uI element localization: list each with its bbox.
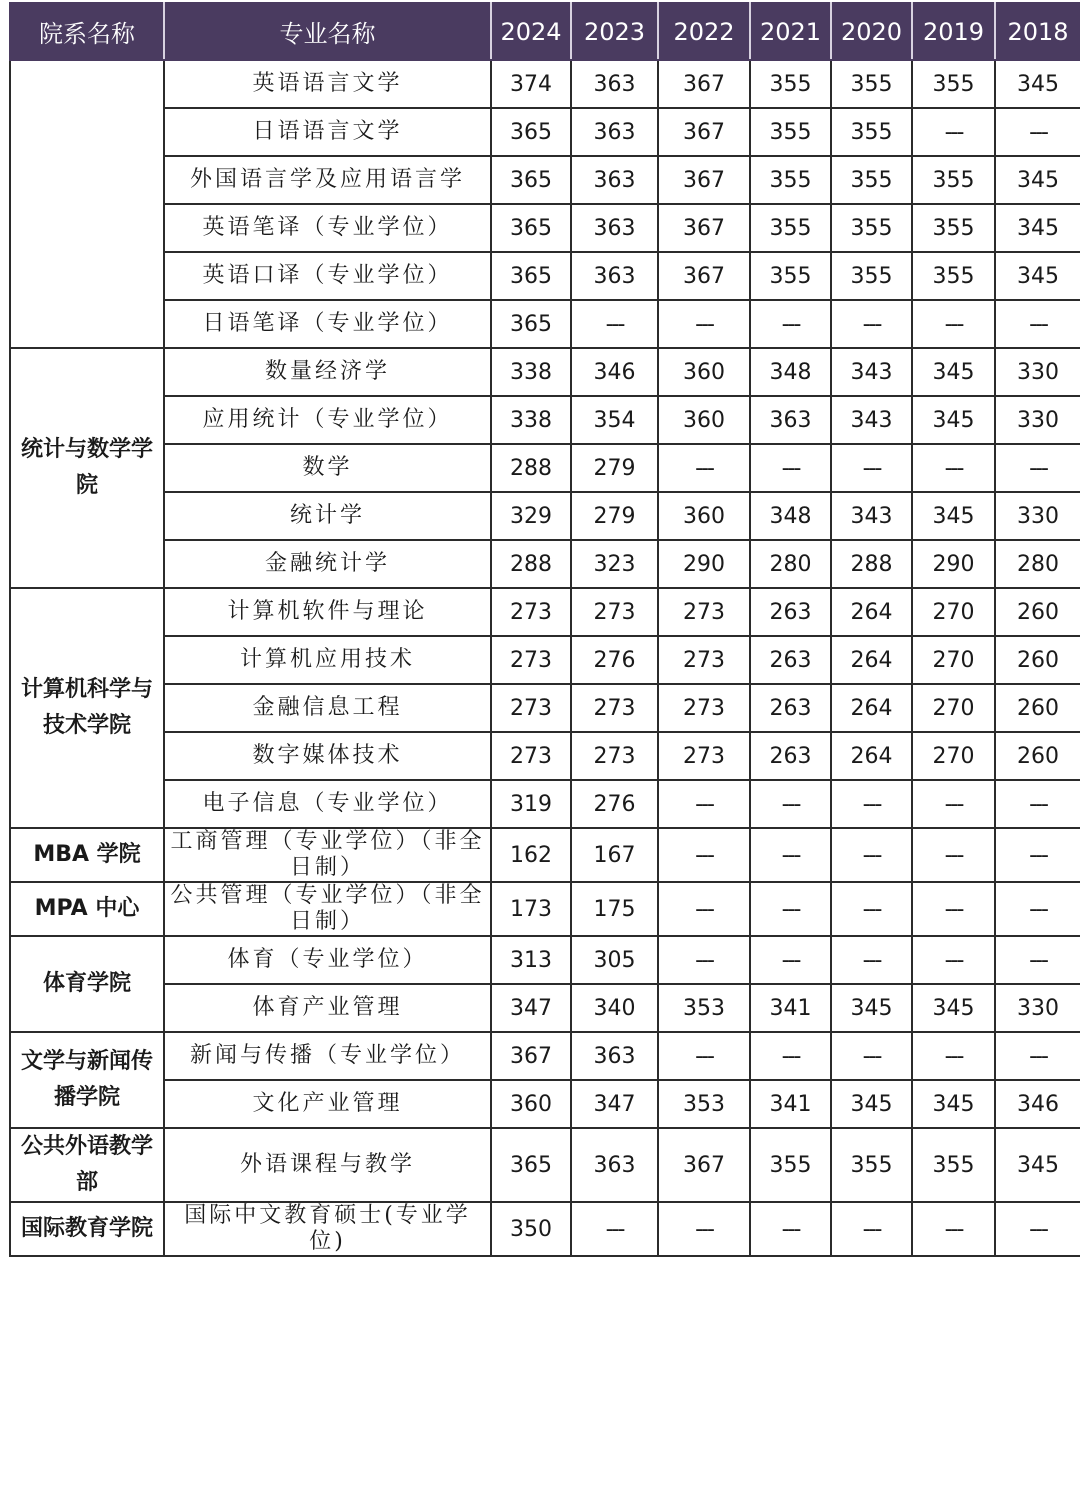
score-cell: 354 bbox=[571, 396, 658, 444]
score-cell: 345 bbox=[995, 1128, 1080, 1202]
score-cell: 319 bbox=[491, 780, 571, 828]
score-cell: --- bbox=[658, 780, 750, 828]
major-cell: 统计学 bbox=[164, 492, 491, 540]
score-cell: 270 bbox=[912, 684, 995, 732]
score-cell: 355 bbox=[912, 60, 995, 108]
score-cell: 273 bbox=[571, 732, 658, 780]
score-cell: 313 bbox=[491, 936, 571, 984]
score-cell: 345 bbox=[995, 60, 1080, 108]
score-cell: 355 bbox=[831, 156, 912, 204]
score-cell: 365 bbox=[491, 156, 571, 204]
score-cell: 330 bbox=[995, 348, 1080, 396]
major-cell: 英语语言文学 bbox=[164, 60, 491, 108]
major-cell: 数字媒体技术 bbox=[164, 732, 491, 780]
score-cell: --- bbox=[995, 1032, 1080, 1080]
header-row bbox=[10, 3, 1080, 60]
score-cell: 270 bbox=[912, 732, 995, 780]
dept-cell bbox=[10, 60, 164, 348]
score-cell: --- bbox=[750, 444, 831, 492]
table-row bbox=[10, 1032, 1080, 1080]
major-cell: 工商管理（专业学位）（非全日制） bbox=[164, 828, 491, 882]
score-cell: 367 bbox=[658, 60, 750, 108]
score-cell: 365 bbox=[491, 1128, 571, 1202]
score-cell: 363 bbox=[571, 1128, 658, 1202]
table-row bbox=[10, 540, 1080, 588]
major-cell: 外国语言学及应用语言学 bbox=[164, 156, 491, 204]
score-cell: 355 bbox=[831, 204, 912, 252]
table-row bbox=[10, 732, 1080, 780]
score-cell: 355 bbox=[831, 60, 912, 108]
score-cell: --- bbox=[995, 300, 1080, 348]
score-cell: 360 bbox=[658, 492, 750, 540]
table-row bbox=[10, 300, 1080, 348]
score-cell: 264 bbox=[831, 684, 912, 732]
header-major: 专业名称 bbox=[164, 3, 491, 60]
score-cell: --- bbox=[658, 444, 750, 492]
header-year: 2020 bbox=[831, 3, 912, 60]
score-cell: --- bbox=[912, 882, 995, 936]
score-cell: 273 bbox=[491, 732, 571, 780]
score-cell: 355 bbox=[750, 156, 831, 204]
major-cell: 新闻与传播（专业学位） bbox=[164, 1032, 491, 1080]
major-cell: 公共管理（专业学位）（非全日制） bbox=[164, 882, 491, 936]
score-cell: 341 bbox=[750, 1080, 831, 1128]
score-cell: 279 bbox=[571, 492, 658, 540]
score-cell: 273 bbox=[491, 684, 571, 732]
score-cell: 360 bbox=[491, 1080, 571, 1128]
score-cell: 345 bbox=[831, 984, 912, 1032]
score-cell: 288 bbox=[491, 540, 571, 588]
score-cell: --- bbox=[571, 300, 658, 348]
score-cell: 263 bbox=[750, 588, 831, 636]
table-row bbox=[10, 1202, 1080, 1256]
score-cell: --- bbox=[831, 1202, 912, 1256]
score-cell: 355 bbox=[912, 1128, 995, 1202]
score-cell: --- bbox=[658, 882, 750, 936]
table-row bbox=[10, 492, 1080, 540]
score-cell: --- bbox=[658, 1032, 750, 1080]
score-cell: 345 bbox=[912, 984, 995, 1032]
score-cell: 367 bbox=[658, 204, 750, 252]
dept-cell: 国际教育学院 bbox=[10, 1202, 164, 1256]
major-cell: 文化产业管理 bbox=[164, 1080, 491, 1128]
table-row bbox=[10, 1128, 1080, 1202]
score-cell: --- bbox=[750, 300, 831, 348]
score-cell: --- bbox=[912, 1202, 995, 1256]
score-cell: 273 bbox=[571, 684, 658, 732]
table-row bbox=[10, 444, 1080, 492]
major-cell: 数量经济学 bbox=[164, 348, 491, 396]
score-cell: --- bbox=[831, 828, 912, 882]
score-cell: 345 bbox=[995, 204, 1080, 252]
major-cell: 计算机应用技术 bbox=[164, 636, 491, 684]
score-cell: 360 bbox=[658, 396, 750, 444]
table-row bbox=[10, 636, 1080, 684]
header-dept: 院系名称 bbox=[10, 3, 164, 60]
score-cell: 350 bbox=[491, 1202, 571, 1256]
score-cell: 355 bbox=[831, 252, 912, 300]
score-cell: 260 bbox=[995, 588, 1080, 636]
table-row bbox=[10, 252, 1080, 300]
score-cell: 346 bbox=[571, 348, 658, 396]
score-cell: 355 bbox=[750, 204, 831, 252]
score-cell: 167 bbox=[571, 828, 658, 882]
major-cell: 英语口译（专业学位） bbox=[164, 252, 491, 300]
score-cell: 347 bbox=[491, 984, 571, 1032]
header-year: 2023 bbox=[571, 3, 658, 60]
score-cell: --- bbox=[995, 882, 1080, 936]
score-cell: 173 bbox=[491, 882, 571, 936]
score-cell: 345 bbox=[912, 348, 995, 396]
score-cell: 330 bbox=[995, 396, 1080, 444]
table-row bbox=[10, 108, 1080, 156]
score-cell: 264 bbox=[831, 636, 912, 684]
score-cell: --- bbox=[750, 1202, 831, 1256]
score-cell: --- bbox=[912, 828, 995, 882]
score-cell: 273 bbox=[658, 588, 750, 636]
table-row bbox=[10, 882, 1080, 936]
score-cell: 355 bbox=[912, 204, 995, 252]
dept-cell: 计算机科学与技术学院 bbox=[10, 588, 164, 828]
major-cell: 电子信息（专业学位） bbox=[164, 780, 491, 828]
major-cell: 应用统计（专业学位） bbox=[164, 396, 491, 444]
score-cell: 343 bbox=[831, 492, 912, 540]
score-cell: 276 bbox=[571, 780, 658, 828]
score-cell: 363 bbox=[571, 1032, 658, 1080]
score-cell: 260 bbox=[995, 684, 1080, 732]
score-cell: --- bbox=[658, 936, 750, 984]
score-cell: 355 bbox=[750, 108, 831, 156]
score-cell: 260 bbox=[995, 636, 1080, 684]
score-cell: 363 bbox=[571, 108, 658, 156]
table-row bbox=[10, 780, 1080, 828]
score-cell: 346 bbox=[995, 1080, 1080, 1128]
score-cell: 280 bbox=[750, 540, 831, 588]
score-cell: --- bbox=[831, 882, 912, 936]
dept-cell: MPA 中心 bbox=[10, 882, 164, 936]
header-year: 2019 bbox=[912, 3, 995, 60]
score-cell: 363 bbox=[571, 204, 658, 252]
score-cell: 270 bbox=[912, 636, 995, 684]
score-cell: 288 bbox=[831, 540, 912, 588]
table-row bbox=[10, 156, 1080, 204]
score-cell: --- bbox=[658, 1202, 750, 1256]
major-cell: 日语笔译（专业学位） bbox=[164, 300, 491, 348]
score-cell: --- bbox=[912, 1032, 995, 1080]
score-cell: 348 bbox=[750, 348, 831, 396]
score-cell: --- bbox=[995, 444, 1080, 492]
score-cell: 365 bbox=[491, 204, 571, 252]
score-cell: 343 bbox=[831, 396, 912, 444]
score-cell: 270 bbox=[912, 588, 995, 636]
score-cell: 338 bbox=[491, 396, 571, 444]
table-row bbox=[10, 60, 1080, 108]
score-cell: 290 bbox=[912, 540, 995, 588]
score-cell: 367 bbox=[658, 156, 750, 204]
table-row bbox=[10, 204, 1080, 252]
score-cell: 264 bbox=[831, 732, 912, 780]
table-row bbox=[10, 588, 1080, 636]
score-cell: --- bbox=[831, 780, 912, 828]
score-cell: 347 bbox=[571, 1080, 658, 1128]
major-cell: 体育（专业学位） bbox=[164, 936, 491, 984]
score-cell: 345 bbox=[831, 1080, 912, 1128]
score-cell: 323 bbox=[571, 540, 658, 588]
score-cell: --- bbox=[750, 882, 831, 936]
header-year: 2018 bbox=[995, 3, 1080, 60]
table-row bbox=[10, 1080, 1080, 1128]
score-cell: --- bbox=[995, 1202, 1080, 1256]
table-row bbox=[10, 684, 1080, 732]
score-cell: 365 bbox=[491, 108, 571, 156]
major-cell: 金融信息工程 bbox=[164, 684, 491, 732]
score-cell: --- bbox=[831, 1032, 912, 1080]
major-cell: 数学 bbox=[164, 444, 491, 492]
score-cell: --- bbox=[912, 108, 995, 156]
dept-cell: 公共外语教学部 bbox=[10, 1128, 164, 1202]
score-cell: 263 bbox=[750, 684, 831, 732]
table-row bbox=[10, 828, 1080, 882]
score-cell: --- bbox=[750, 780, 831, 828]
score-cell: 263 bbox=[750, 636, 831, 684]
score-cell: 279 bbox=[571, 444, 658, 492]
score-cell: 273 bbox=[491, 636, 571, 684]
score-cell: --- bbox=[912, 444, 995, 492]
score-cell: --- bbox=[658, 828, 750, 882]
score-cell: 345 bbox=[912, 396, 995, 444]
score-cell: 338 bbox=[491, 348, 571, 396]
score-cell: 367 bbox=[658, 1128, 750, 1202]
score-cell: 355 bbox=[750, 60, 831, 108]
score-cell: --- bbox=[995, 936, 1080, 984]
score-cell: 365 bbox=[491, 300, 571, 348]
score-cell: 276 bbox=[571, 636, 658, 684]
score-cell: 273 bbox=[658, 636, 750, 684]
table-row bbox=[10, 984, 1080, 1032]
table-body bbox=[10, 60, 1080, 1256]
score-cell: 367 bbox=[658, 252, 750, 300]
score-cell: --- bbox=[912, 780, 995, 828]
score-cell: 175 bbox=[571, 882, 658, 936]
score-cell: 363 bbox=[571, 252, 658, 300]
major-cell: 日语语言文学 bbox=[164, 108, 491, 156]
score-cell: 273 bbox=[658, 732, 750, 780]
score-table bbox=[9, 2, 1080, 1257]
score-cell: 288 bbox=[491, 444, 571, 492]
score-cell: 363 bbox=[750, 396, 831, 444]
score-cell: 360 bbox=[658, 348, 750, 396]
score-cell: 345 bbox=[995, 252, 1080, 300]
score-cell: 353 bbox=[658, 1080, 750, 1128]
score-cell: 355 bbox=[750, 1128, 831, 1202]
table-row bbox=[10, 396, 1080, 444]
score-cell: 264 bbox=[831, 588, 912, 636]
score-cell: 345 bbox=[995, 156, 1080, 204]
table-row bbox=[10, 348, 1080, 396]
score-cell: 355 bbox=[750, 252, 831, 300]
score-cell: 355 bbox=[912, 156, 995, 204]
score-cell: 330 bbox=[995, 984, 1080, 1032]
score-cell: 345 bbox=[912, 492, 995, 540]
major-cell: 体育产业管理 bbox=[164, 984, 491, 1032]
score-cell: --- bbox=[995, 780, 1080, 828]
score-cell: 355 bbox=[912, 252, 995, 300]
dept-cell: 体育学院 bbox=[10, 936, 164, 1032]
score-cell: --- bbox=[658, 300, 750, 348]
score-cell: 260 bbox=[995, 732, 1080, 780]
score-cell: 273 bbox=[658, 684, 750, 732]
score-cell: 374 bbox=[491, 60, 571, 108]
score-cell: --- bbox=[571, 1202, 658, 1256]
score-cell: --- bbox=[912, 936, 995, 984]
score-cell: --- bbox=[831, 300, 912, 348]
major-cell: 计算机软件与理论 bbox=[164, 588, 491, 636]
score-cell: 345 bbox=[912, 1080, 995, 1128]
table-row bbox=[10, 936, 1080, 984]
major-cell: 金融统计学 bbox=[164, 540, 491, 588]
score-cell: 273 bbox=[491, 588, 571, 636]
score-cell: 263 bbox=[750, 732, 831, 780]
score-cell: --- bbox=[831, 936, 912, 984]
score-cell: --- bbox=[831, 444, 912, 492]
dept-cell: 统计与数学学院 bbox=[10, 348, 164, 588]
header-year: 2024 bbox=[491, 3, 571, 60]
header-year: 2022 bbox=[658, 3, 750, 60]
score-cell: 162 bbox=[491, 828, 571, 882]
score-cell: 343 bbox=[831, 348, 912, 396]
score-cell: --- bbox=[750, 936, 831, 984]
score-cell: 355 bbox=[831, 108, 912, 156]
score-cell: 348 bbox=[750, 492, 831, 540]
score-cell: 367 bbox=[491, 1032, 571, 1080]
dept-cell: MBA 学院 bbox=[10, 828, 164, 882]
score-cell: 341 bbox=[750, 984, 831, 1032]
score-cell: --- bbox=[750, 1032, 831, 1080]
score-cell: 367 bbox=[658, 108, 750, 156]
score-cell: --- bbox=[750, 828, 831, 882]
score-cell: 353 bbox=[658, 984, 750, 1032]
score-cell: 290 bbox=[658, 540, 750, 588]
score-cell: --- bbox=[995, 108, 1080, 156]
score-cell: --- bbox=[912, 300, 995, 348]
major-cell: 英语笔译（专业学位） bbox=[164, 204, 491, 252]
score-cell: 365 bbox=[491, 252, 571, 300]
score-cell: 280 bbox=[995, 540, 1080, 588]
score-cell: 355 bbox=[831, 1128, 912, 1202]
score-cell: 340 bbox=[571, 984, 658, 1032]
score-cell: 329 bbox=[491, 492, 571, 540]
header-year: 2021 bbox=[750, 3, 831, 60]
major-cell: 国际中文教育硕士(专业学位) bbox=[164, 1202, 491, 1256]
score-cell: 363 bbox=[571, 156, 658, 204]
score-cell: --- bbox=[995, 828, 1080, 882]
dept-cell: 文学与新闻传播学院 bbox=[10, 1032, 164, 1128]
score-cell: 273 bbox=[571, 588, 658, 636]
major-cell: 外语课程与教学 bbox=[164, 1128, 491, 1202]
score-cell: 330 bbox=[995, 492, 1080, 540]
score-cell: 363 bbox=[571, 60, 658, 108]
score-cell: 305 bbox=[571, 936, 658, 984]
